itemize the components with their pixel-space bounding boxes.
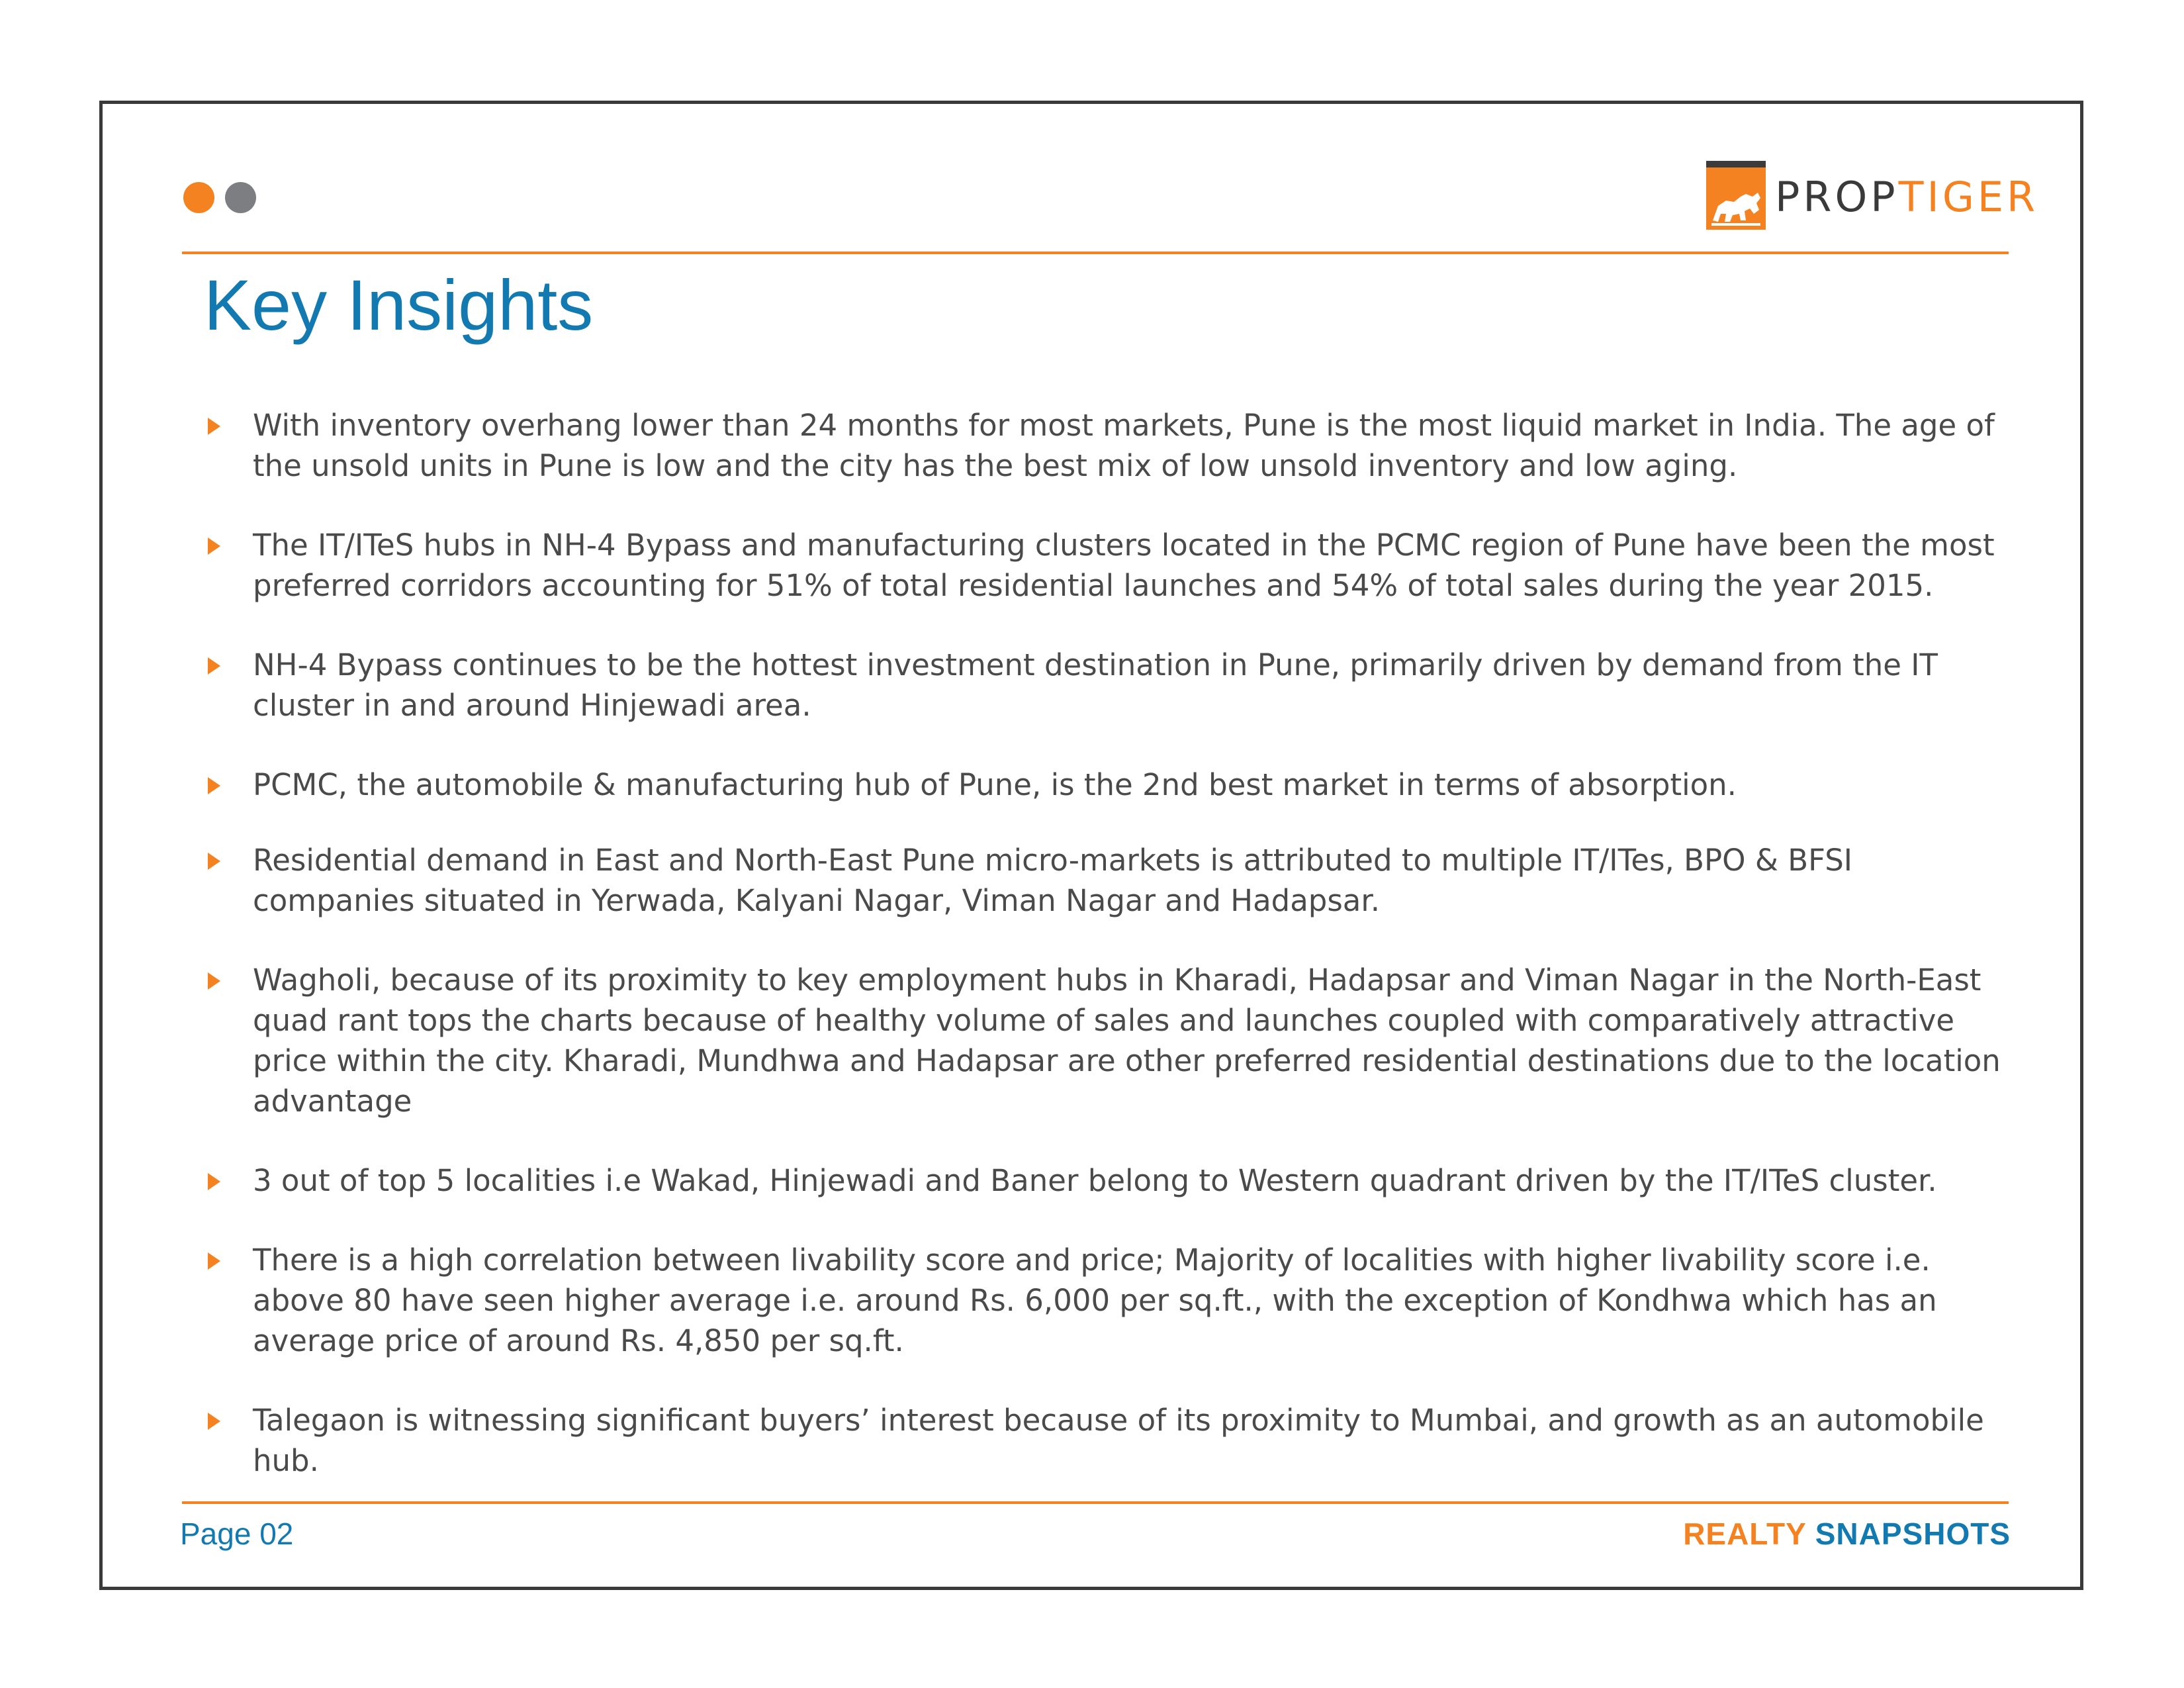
footer-divider bbox=[182, 1501, 2009, 1504]
triangle-bullet-icon bbox=[208, 853, 220, 870]
list-item bbox=[205, 405, 2019, 486]
list-item bbox=[205, 1160, 2019, 1201]
orange-dot-icon bbox=[183, 182, 214, 213]
logo-text-tiger: TIGER bbox=[1898, 173, 2039, 221]
proptiger-logo bbox=[1706, 161, 2038, 230]
insight-text: There is a high correlation between livability score and price; Majority of localities with higher livability score i.e. above 80 have seen higher average i.e. around Rs. 6,000 per sq.ft., with the exception of Kondhwa which has an average price of around Rs. 4,850 per sq.ft. bbox=[253, 1243, 1937, 1358]
insight-text: Wagholi, because of its proximity to key employment hubs in Kharadi, Hadapsar and Viman Nagar in the North-East quad rant tops the charts because of healthy volume of sales and launches coupled with comparatively attractive price within the city. Kharadi, Mundhwa and Hadapsar are other preferred residential destinations due to the location advantage bbox=[253, 962, 2001, 1119]
tiger-logo-icon bbox=[1706, 161, 1766, 230]
logo-text-prop: PROP bbox=[1775, 173, 1899, 221]
list-item bbox=[205, 960, 2019, 1121]
triangle-bullet-icon bbox=[208, 972, 220, 990]
triangle-bullet-icon bbox=[208, 418, 220, 435]
insight-text: PCMC, the automobile & manufacturing hub of Pune, is the 2nd best market in terms of absorption. bbox=[253, 767, 1737, 802]
list-item bbox=[205, 765, 2019, 805]
page-number: Page 02 bbox=[180, 1517, 294, 1551]
decorative-dots bbox=[183, 182, 256, 213]
list-item bbox=[205, 645, 2019, 726]
list-item bbox=[205, 525, 2019, 606]
triangle-bullet-icon bbox=[208, 657, 220, 675]
insight-text: Talegaon is witnessing significant buyers’ interest because of its proximity to Mumbai, and growth as an automobile hub. bbox=[253, 1403, 1984, 1478]
triangle-bullet-icon bbox=[208, 538, 220, 555]
logo-wordmark bbox=[1775, 173, 2039, 221]
page-title: Key Insights bbox=[204, 265, 594, 345]
triangle-bullet-icon bbox=[208, 777, 220, 794]
header-divider bbox=[182, 252, 2009, 254]
insight-text: 3 out of top 5 localities i.e Wakad, Hinjewadi and Baner belong to Western quadrant driven by the IT/ITeS cluster. bbox=[253, 1163, 1937, 1198]
insight-text: Residential demand in East and North-East Pune micro-markets is attributed to multiple IT/ITes, BPO & BFSI companies situated in Yerwada, Kalyani Nagar, Viman Nagar and Hadapsar. bbox=[253, 843, 1853, 918]
list-item bbox=[205, 1240, 2019, 1361]
insights-list bbox=[205, 405, 2019, 1481]
list-item bbox=[205, 840, 2019, 921]
insight-text: NH-4 Bypass continues to be the hottest investment destination in Pune, primarily driven by demand from the IT cluster in and around Hinjewadi area. bbox=[253, 647, 1938, 723]
triangle-bullet-icon bbox=[208, 1413, 220, 1430]
footer-brand-snapshots: SNAPSHOTS bbox=[1815, 1517, 2011, 1551]
triangle-bullet-icon bbox=[208, 1252, 220, 1270]
insight-text: The IT/ITeS hubs in NH-4 Bypass and manufacturing clusters located in the PCMC region of Pune have been the most preferred corridors accounting for 51% of total residential launches and 54% of total sales during the year 2015. bbox=[253, 528, 1995, 603]
footer-brand bbox=[1683, 1516, 2011, 1552]
insight-text: With inventory overhang lower than 24 months for most markets, Pune is the most liquid market in India. The age of the unsold units in Pune is low and the city has the best mix of low unsold inventory and low aging. bbox=[253, 408, 1995, 483]
footer-brand-realty: REALTY bbox=[1683, 1517, 1806, 1551]
grey-dot-icon bbox=[225, 182, 256, 213]
triangle-bullet-icon bbox=[208, 1173, 220, 1190]
list-item bbox=[205, 1400, 2019, 1481]
